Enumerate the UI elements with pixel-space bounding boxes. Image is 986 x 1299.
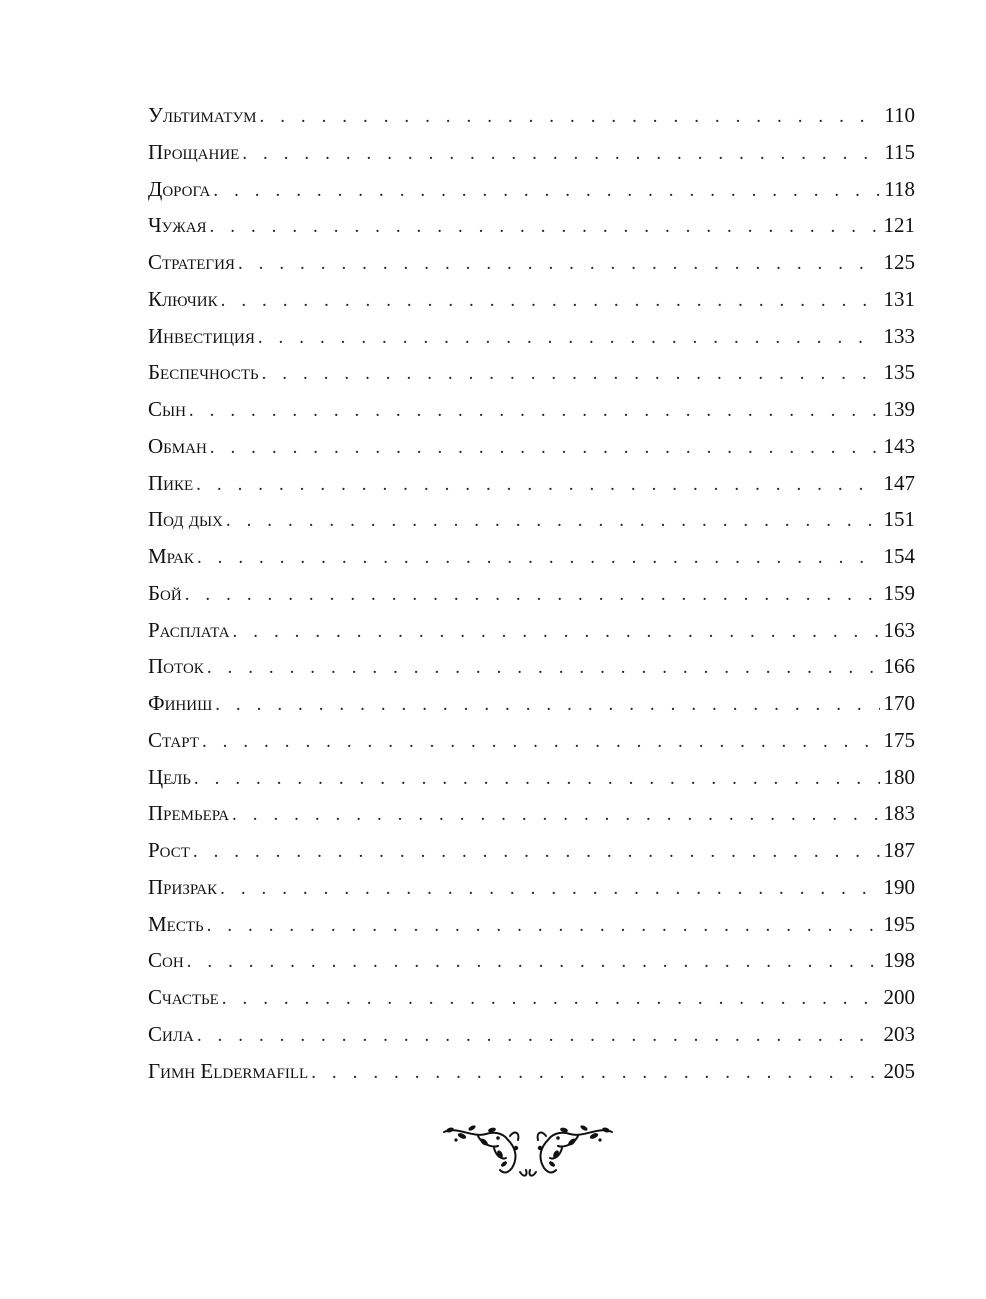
toc-entry-page: 143 [883, 433, 915, 458]
toc-entry-title: Дорога [148, 176, 211, 201]
toc-entry-page: 147 [883, 470, 915, 495]
dot-leader [207, 908, 880, 945]
dot-leader [210, 430, 880, 467]
toc-entry-page: 135 [883, 360, 915, 385]
toc-entry-page: 205 [883, 1058, 915, 1083]
toc-entry[interactable] [148, 97, 915, 134]
toc-entry[interactable] [148, 759, 915, 796]
dot-leader [258, 320, 880, 357]
toc-entry-page: 175 [883, 727, 915, 752]
toc-entry-title: Под дых [148, 507, 223, 532]
toc-entry-title: Беспечность [148, 360, 259, 385]
toc-entry-page: 121 [883, 213, 915, 238]
toc-entry-title: Финиш [148, 691, 213, 715]
dot-leader [213, 173, 880, 210]
toc-entry-title: Сын [148, 397, 186, 421]
toc-entry-title: Сила [148, 1021, 194, 1046]
dot-leader [194, 761, 880, 798]
toc-entry[interactable] [148, 501, 915, 538]
dot-leader [311, 1055, 879, 1092]
dot-leader [197, 540, 880, 577]
toc-entry-page: 170 [883, 691, 915, 715]
toc-entry[interactable] [148, 685, 915, 722]
dot-leader [189, 393, 880, 430]
toc-entry[interactable] [148, 244, 915, 281]
toc-entry[interactable] [148, 391, 915, 428]
toc-entry-page: 110 [884, 103, 915, 127]
toc-entry[interactable] [148, 795, 915, 832]
toc-entry[interactable] [148, 465, 915, 502]
toc-entry-page: 190 [883, 874, 915, 899]
dot-leader [222, 981, 880, 1018]
toc-entry[interactable] [148, 942, 915, 979]
dot-leader [260, 99, 881, 136]
toc-entry-title: Премьера [148, 801, 230, 826]
toc-entry[interactable] [148, 906, 915, 943]
toc-entry-page: 200 [883, 985, 915, 1009]
toc-entry[interactable] [148, 722, 915, 759]
toc-entry-title: Прощание [148, 139, 240, 164]
dot-leader [232, 797, 879, 834]
toc-entry-page: 151 [883, 507, 915, 532]
toc-entry-page: 163 [883, 617, 915, 642]
toc-entry-title: Пике [148, 470, 194, 495]
toc-entry[interactable] [148, 648, 915, 685]
dot-leader [226, 503, 880, 540]
toc-entry[interactable] [148, 1016, 915, 1053]
toc-entry-title: Инвестиция [148, 323, 255, 348]
toc-entry-title: Ключик [148, 286, 218, 311]
dot-leader [262, 356, 880, 393]
toc-entry[interactable] [148, 318, 915, 355]
toc-entry[interactable] [148, 538, 915, 575]
toc-entry-title: Обман [148, 433, 207, 458]
dot-leader [197, 1018, 880, 1055]
toc-entry-page: 195 [883, 911, 915, 936]
toc-entry[interactable] [148, 1053, 915, 1090]
toc-entry-title: Призрак [148, 874, 218, 899]
toc-entry-page: 159 [883, 580, 915, 605]
toc-entry-page: 183 [883, 801, 915, 826]
toc-entry-title: Поток [148, 654, 204, 679]
dot-leader [202, 724, 880, 761]
toc-entry[interactable] [148, 832, 915, 869]
toc-entry-title: Бой [148, 580, 182, 605]
toc-entry-page: 115 [884, 139, 915, 164]
toc-entry-title: Месть [148, 911, 204, 936]
dot-leader [242, 136, 880, 173]
toc-entry[interactable] [148, 207, 915, 244]
floral-divider-icon [438, 1118, 618, 1180]
dot-leader [233, 614, 880, 651]
dot-leader [220, 871, 879, 908]
toc-entry[interactable] [148, 134, 915, 171]
toc-entry-title: Мрак [148, 544, 194, 568]
toc-entry-page: 118 [884, 176, 915, 201]
toc-entry-title: Стратегия [148, 250, 235, 274]
toc-entry-page: 203 [883, 1021, 915, 1046]
toc-entry-title: Цель [148, 764, 191, 789]
dot-leader [210, 209, 880, 246]
toc-entry-title: Чужая [148, 213, 207, 238]
toc-entry[interactable] [148, 612, 915, 649]
dot-leader [193, 834, 880, 871]
dot-leader [185, 577, 880, 614]
toc-entry-title: Старт [148, 727, 199, 752]
toc-entry-title: Гимн Eldermafill [148, 1058, 309, 1083]
toc-entry-page: 139 [883, 397, 915, 421]
toc-entry-title: Ультиматум [148, 103, 257, 127]
toc-entry-page: 125 [883, 250, 915, 274]
toc-entry-page: 198 [883, 948, 915, 973]
dot-leader [238, 246, 880, 283]
table-of-contents [148, 97, 915, 1089]
dot-leader [196, 467, 879, 504]
toc-entry[interactable] [148, 869, 915, 906]
toc-entry-page: 131 [883, 286, 915, 311]
dot-leader [221, 283, 880, 320]
dot-leader [215, 687, 879, 724]
toc-entry-page: 180 [883, 764, 915, 789]
dot-leader [187, 944, 880, 981]
toc-entry-page: 187 [883, 838, 915, 862]
dot-leader [207, 650, 880, 687]
toc-entry-page: 154 [883, 544, 915, 568]
toc-entry[interactable] [148, 575, 915, 612]
toc-entry-title: Рост [148, 838, 190, 862]
toc-entry-page: 166 [883, 654, 915, 679]
toc-entry[interactable] [148, 171, 915, 208]
toc-entry[interactable] [148, 281, 915, 318]
toc-entry-title: Расплата [148, 617, 230, 642]
toc-entry[interactable] [148, 979, 915, 1016]
toc-entry-title: Счастье [148, 985, 219, 1009]
toc-entry[interactable] [148, 354, 915, 391]
toc-entry-page: 133 [883, 323, 915, 348]
toc-entry-title: Сон [148, 948, 184, 973]
toc-entry[interactable] [148, 428, 915, 465]
